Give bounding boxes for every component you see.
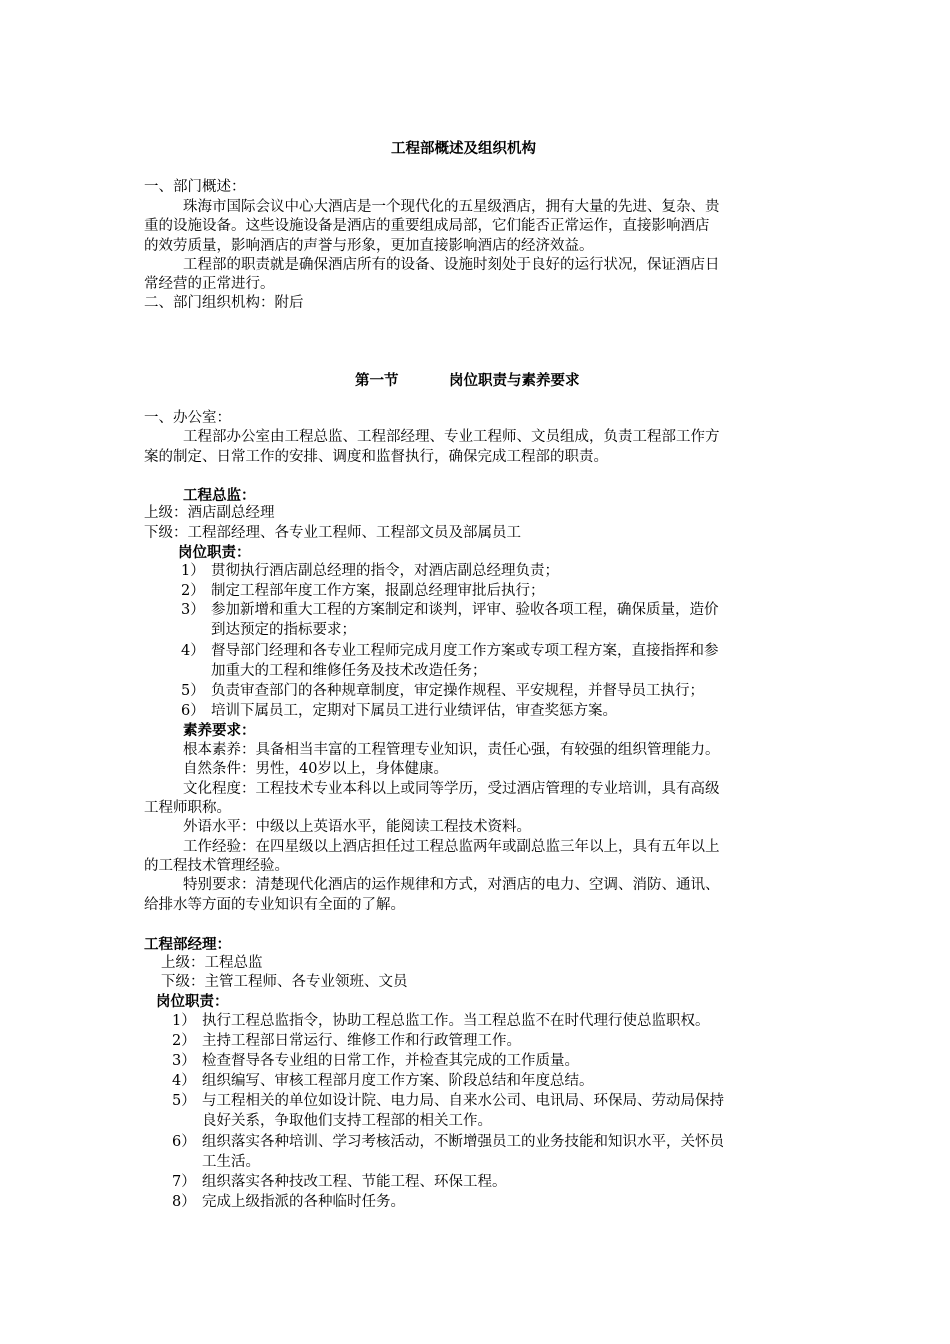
director-duty-item: 2） 制定工程部年度工作方案，报副总经理审批后执行； [181, 583, 545, 599]
director-duty-item: 6） 培训下属员工，定期对下属员工进行业绩评估，审查奖惩方案。 [181, 703, 617, 719]
quality-natural: 自然条件：男性，40岁以上，身体健康。 [183, 761, 448, 777]
manager-duty-item: 4） 组织编写、审核工程部月度工作方案、阶段总结和年度总结。 [172, 1073, 594, 1089]
manager-duty-continuation: 工生活。 [202, 1154, 260, 1170]
director-title: 工程总监： [183, 487, 256, 504]
org-structure-line: 二、部门组织机构：附后 [144, 295, 304, 311]
director-subordinate: 下级：工程部经理、各专业工程师、工程部文员及部属员工 [144, 525, 521, 541]
manager-duties-label: 岗位职责： [156, 993, 229, 1010]
director-duties-label: 岗位职责： [178, 544, 251, 561]
director-superior: 上级：酒店副总经理 [144, 505, 275, 521]
quality-special-line: 特别要求：清楚现代化酒店的运作规律和方式，对酒店的电力、空调、消防、通讯、 [183, 877, 720, 893]
manager-duty-item: 2） 主持工程部日常运行、维修工作和行政管理工作。 [172, 1033, 521, 1049]
manager-duty-item: 7） 组织落实各种技改工程、节能工程、环保工程。 [172, 1174, 507, 1190]
manager-duty-item: 6） 组织落实各种培训、学习考核活动，不断增强员工的业务技能和知识水平，关怀员 [172, 1134, 724, 1150]
manager-duty-item: 8） 完成上级指派的各种临时任务。 [172, 1194, 405, 1210]
overview-paragraph-line: 工程部的职责就是确保酒店所有的设备、设施时刻处于良好的运行状况，保证酒店日 [183, 257, 720, 273]
section-label: 第一节 [355, 372, 399, 389]
overview-paragraph-line: 常经营的正常进行。 [144, 276, 275, 292]
office-heading: 一、办公室： [144, 410, 231, 426]
director-duty-continuation: 加重大的工程和维修任务及技术改造任务； [211, 663, 487, 679]
director-duty-item: 1） 贯彻执行酒店副总经理的指令，对酒店副总经理负责； [181, 563, 559, 579]
quality-basic: 根本素养：具备相当丰富的工程管理专业知识，责任心强，有较强的组织管理能力。 [183, 742, 720, 758]
manager-duty-item: 1） 执行工程总监指令，协助工程总监工作。当工程总监不在时代理行使总监职权。 [172, 1013, 710, 1029]
quality-special-line: 给排水等方面的专业知识有全面的了解。 [144, 897, 405, 913]
overview-paragraph-line: 的效劳质量，影响酒店的声誉与形象，更加直接影响酒店的经济效益。 [144, 238, 594, 254]
office-paragraph-line: 案的制定、日常工作的安排、调度和监督执行，确保完成工程部的职责。 [144, 449, 608, 465]
quality-education-line: 工程师职称。 [144, 800, 231, 816]
quality-language: 外语水平：中级以上英语水平，能阅读工程技术资料。 [183, 819, 531, 835]
quality-experience-line: 的工程技术管理经验。 [144, 858, 289, 874]
office-paragraph-line: 工程部办公室由工程总监、工程部经理、专业工程师、文员组成，负责工程部工作方 [183, 429, 720, 445]
document-title: 工程部概述及组织机构 [391, 140, 536, 157]
manager-title: 工程部经理： [144, 936, 231, 953]
overview-paragraph-line: 重的设施设备。这些设施设备是酒店的重要组成局部，它们能否正常运作，直接影响酒店 [144, 218, 710, 234]
director-duty-item: 3） 参加新增和重大工程的方案制定和谈判，评审、验收各项工程，确保质量，造价 [181, 602, 719, 618]
director-quality-label: 素养要求： [183, 722, 256, 739]
director-duty-item: 4） 督导部门经理和各专业工程师完成月度工作方案或专项工程方案，直接指挥和参 [181, 643, 719, 659]
manager-superior: 上级：工程总监 [161, 955, 263, 971]
section-title: 岗位职责与素养要求 [449, 372, 580, 389]
manager-subordinate: 下级：主管工程师、各专业领班、文员 [161, 974, 408, 990]
quality-experience-line: 工作经验：在四星级以上酒店担任过工程总监两年或副总监三年以上，具有五年以上 [183, 839, 720, 855]
director-duty-item: 5） 负责审查部门的各种规章制度，审定操作规程、平安规程，并督导员工执行； [181, 683, 704, 699]
manager-duty-item: 3） 检查督导各专业组的日常工作，并检查其完成的工作质量。 [172, 1053, 579, 1069]
overview-heading: 一、部门概述： [144, 179, 246, 195]
manager-duty-item: 5） 与工程相关的单位如设计院、电力局、自来水公司、电讯局、环保局、劳动局保持 [172, 1093, 724, 1109]
overview-paragraph-line: 珠海市国际会议中心大酒店是一个现代化的五星级酒店，拥有大量的先进、复杂、贵 [183, 199, 720, 215]
quality-education-line: 文化程度：工程技术专业本科以上或同等学历，受过酒店管理的专业培训，具有高级 [183, 781, 720, 797]
manager-duty-continuation: 良好关系，争取他们支持工程部的相关工作。 [202, 1113, 492, 1129]
director-duty-continuation: 到达预定的指标要求； [211, 622, 356, 638]
